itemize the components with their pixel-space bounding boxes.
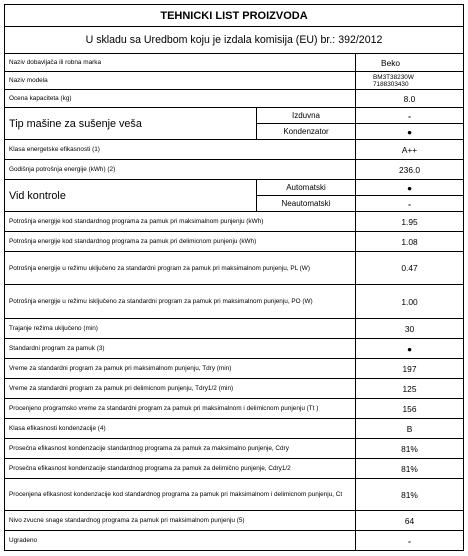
row-label: Ocena kapaciteta (kg) [5, 90, 356, 108]
option-label: Kondenzator [257, 124, 356, 140]
table-row [5, 140, 464, 160]
model-number: BM3T38230W [373, 73, 414, 81]
product-fiche [4, 4, 463, 551]
row-label: Potrošnja energije u režimu isključeno za standardni program za pamuk pri maksimalnom punjenju, PO (W) [5, 285, 356, 319]
row-value: 1.95 [356, 212, 464, 232]
row-label: Tip mašine za sušenje veša [5, 108, 257, 140]
row-label: Prosečna efikasnost kondenzacije standardnog programa za pamuk za delimično punjenje, Cdry1/2 [5, 459, 356, 479]
row-label: Godišnja potrošnja energije (kWh) (2) [5, 160, 356, 180]
row-value: 1.00 [356, 285, 464, 319]
table-row [5, 459, 464, 479]
row-label: Potrošnja energije kod standardnog programa za pamuk pri maksimalnom punjenju (kWh) [5, 212, 356, 232]
row-value: A++ [356, 140, 464, 160]
row-label: Nivo zvucne snage standardnog programa za pamuk pri maksimalnom punjenju (5) [5, 511, 356, 531]
table-row [5, 160, 464, 180]
row-value: 64 [356, 511, 464, 531]
table-row [5, 511, 464, 531]
row-label: Naziv modela [5, 72, 356, 90]
regulation-row [5, 27, 464, 54]
row-value: 197 [356, 359, 464, 379]
model-value [356, 72, 464, 90]
model-code: 7188303430 [373, 80, 409, 88]
row-label: Procenjeno programsko vreme za standardni program za pamuk pri maksimalnom i delimicnom punjenju (Tt ) [5, 399, 356, 419]
row-label: Potrošnja energije u režimu uključeno za standardni program za pamuk pri maksimalnom punjenju, PL (W) [5, 252, 356, 285]
row-label: Naziv dobavljača ili robna marka [5, 54, 356, 72]
table-row [5, 359, 464, 379]
option-value: ● [356, 124, 464, 140]
row-value: B [356, 419, 464, 439]
row-label: Klasa energetske efikasnosti (1) [5, 140, 356, 160]
table-row [5, 379, 464, 399]
table-row [5, 72, 464, 90]
document-title: TEHNICKI LIST PROIZVODA [5, 5, 464, 27]
title-row [5, 5, 464, 27]
table-row [5, 54, 464, 72]
row-label: Vreme za standardni program za pamuk pri delimicnom punjenju, Tdry1/2 (min) [5, 379, 356, 399]
row-value: 81% [356, 479, 464, 511]
row-label: Potrošnja energije kod standardnog programa za pamuk pri delimicnom punjenju (kWh) [5, 232, 356, 252]
row-value: 8.0 [356, 90, 464, 108]
row-value: 125 [356, 379, 464, 399]
row-value: - [356, 531, 464, 551]
table-row [5, 339, 464, 359]
row-value: 0.47 [356, 252, 464, 285]
row-value: 81% [356, 439, 464, 459]
table-row [5, 252, 464, 285]
table-row [5, 419, 464, 439]
row-label: Vid kontrole [5, 180, 257, 212]
table-row [5, 180, 464, 196]
row-value: 30 [356, 319, 464, 339]
option-label: Neautomatski [257, 196, 356, 212]
table-row [5, 531, 464, 551]
table-row [5, 232, 464, 252]
row-label: Klasa efikasnosti kondenzacije (4) [5, 419, 356, 439]
table-row [5, 479, 464, 511]
table-row [5, 319, 464, 339]
table-row [5, 212, 464, 232]
row-label: Vreme za standardni program za pamuk pri maksimalnom punjenju, Tdry (min) [5, 359, 356, 379]
option-value: ● [356, 180, 464, 196]
product-fiche-table [4, 4, 464, 551]
row-value: 81% [356, 459, 464, 479]
row-value: 156 [356, 399, 464, 419]
table-row [5, 439, 464, 459]
row-label: Standardni program za pamuk (3) [5, 339, 356, 359]
row-value: 236.0 [356, 160, 464, 180]
table-row [5, 285, 464, 319]
row-label: Trajanje režima uključeno (min) [5, 319, 356, 339]
option-value: - [356, 108, 464, 124]
row-value: ● [356, 339, 464, 359]
row-label: Prosečna efikasnost kondenzacije standardnog programa za pamuk za maksimalno punjenje, Cdry [5, 439, 356, 459]
option-value: - [356, 196, 464, 212]
row-value: 1.08 [356, 232, 464, 252]
table-row [5, 108, 464, 124]
table-row [5, 90, 464, 108]
option-label: Automatski [257, 180, 356, 196]
regulation-text: U skladu sa Uredbom koju je izdala komisija (EU) br.: 392/2012 [5, 27, 464, 54]
row-label: Ugradeno [5, 531, 356, 551]
option-label: Izduvna [257, 108, 356, 124]
row-value: Beko [356, 54, 464, 72]
table-row [5, 399, 464, 419]
row-label: Procenjena efikasnost kondenzacije kod standardnog programa za pamuk pri maksimalnom i delimicnom punjenju, Ct [5, 479, 356, 511]
